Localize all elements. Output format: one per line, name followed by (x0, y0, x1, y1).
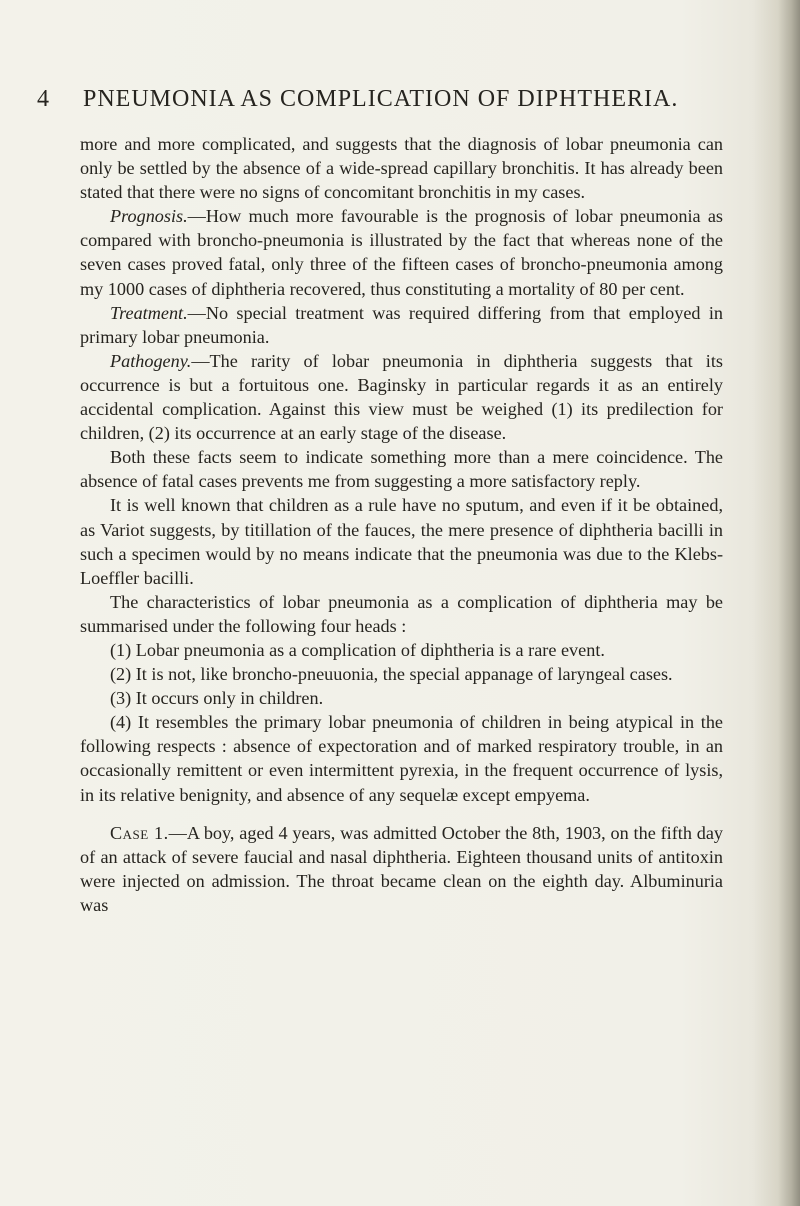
body-text (80, 132, 723, 917)
paragraph-treatment (80, 301, 723, 349)
paragraph-diagnosis-continued (80, 132, 723, 204)
paragraph-text: more and more complicated, and suggests that the diagnosis of lobar pneumonia can only be settled by the absence of a wide-spread capillary bronchitis. It has already been stated that there were no signs of concomitant bronchitis in my cases. (80, 134, 723, 203)
section-heading-pathogeny: Pathogeny. (110, 350, 192, 371)
paragraph-prognosis (80, 204, 723, 300)
paragraph-text: (4) It resembles the primary lobar pneumonia of children in being atypical in the following respects : absence of expectoration and of marked respiratory trouble, in an occasionally remittent or even intermittent pyrexia, in the frequent occurrence of lysis, in its relative benignity, and absence of any sequelæ except empyema. (80, 712, 723, 805)
paragraph-text: —A boy, aged 4 years, was admitted October the 8th, 1903, on the fifth day of an attack of severe faucial and nasal diphtheria. Eighteen thousand units of antitoxin were injected on admission. The throat became clean on the eighth day. Albuminuria was (80, 822, 723, 915)
paragraph-text: —The rarity of lobar pneumonia in diphtheria suggests that its occurrence is but a fortuitous one. Baginsky in particular regards it as an entirely accidental complication. Against this view must be weighed (1) its predilection for children, (2) its occurrence at an early stage of the disease. (80, 350, 723, 444)
list-item-4 (80, 710, 723, 806)
paragraph-sputum (80, 493, 723, 589)
paragraph-text: (3) It occurs only in children. (110, 688, 324, 709)
list-item-2 (80, 662, 723, 686)
paragraph-coincidence (80, 445, 723, 493)
section-heading-treatment: Treatment. (110, 302, 188, 323)
paragraph-text: (1) Lobar pneumonia as a complication of diphtheria is a rare event. (110, 639, 605, 660)
page-header (37, 86, 737, 116)
paragraph-text: The characteristics of lobar pneumonia as a complication of diphtheria may be summarised under the following four heads : (80, 591, 723, 636)
paragraph-pathogeny (80, 349, 723, 445)
paragraph-text: —How much more favourable is the prognosis of lobar pneumonia as compared with broncho-pneumonia is illustrated by the fact that whereas none of the seven cases proved fatal, only three of the fifteen cases of broncho-pneumonia among my 1000 cases of diphtheria recovered, thus constituting a mortality of 80 per cent. (80, 206, 723, 299)
paragraph-text: —No special treatment was required differing from that employed in primary lobar pneumonia. (80, 302, 723, 347)
list-item-1 (80, 638, 723, 662)
page-number: 4 (37, 86, 50, 112)
paragraph-text: (2) It is not, like broncho-pneuuonia, the special appanage of laryngeal cases. (110, 664, 673, 685)
running-title: PNEUMONIA AS COMPLICATION OF DIPHTHERIA. (83, 86, 679, 112)
paragraph-case-1 (80, 821, 723, 917)
section-heading-prognosis: Prognosis. (110, 206, 188, 227)
list-item-3 (80, 686, 723, 710)
case-heading: Case 1. (110, 822, 169, 843)
paragraph-text: Both these facts seem to indicate something more than a mere coincidence. The absence of fatal cases prevents me from suggesting a more satisfactory reply. (80, 447, 723, 492)
page-edge-shadow (778, 0, 800, 1206)
paragraph-text: It is well known that children as a rule have no sputum, and even if it be obtained, as Variot suggests, by titillation of the fauces, the mere presence of diphtheria bacilli in such a specimen would by no means indicate that the pneumonia was due to the Klebs-Loeffler bacilli. (80, 495, 723, 588)
paragraph-characteristics (80, 590, 723, 638)
